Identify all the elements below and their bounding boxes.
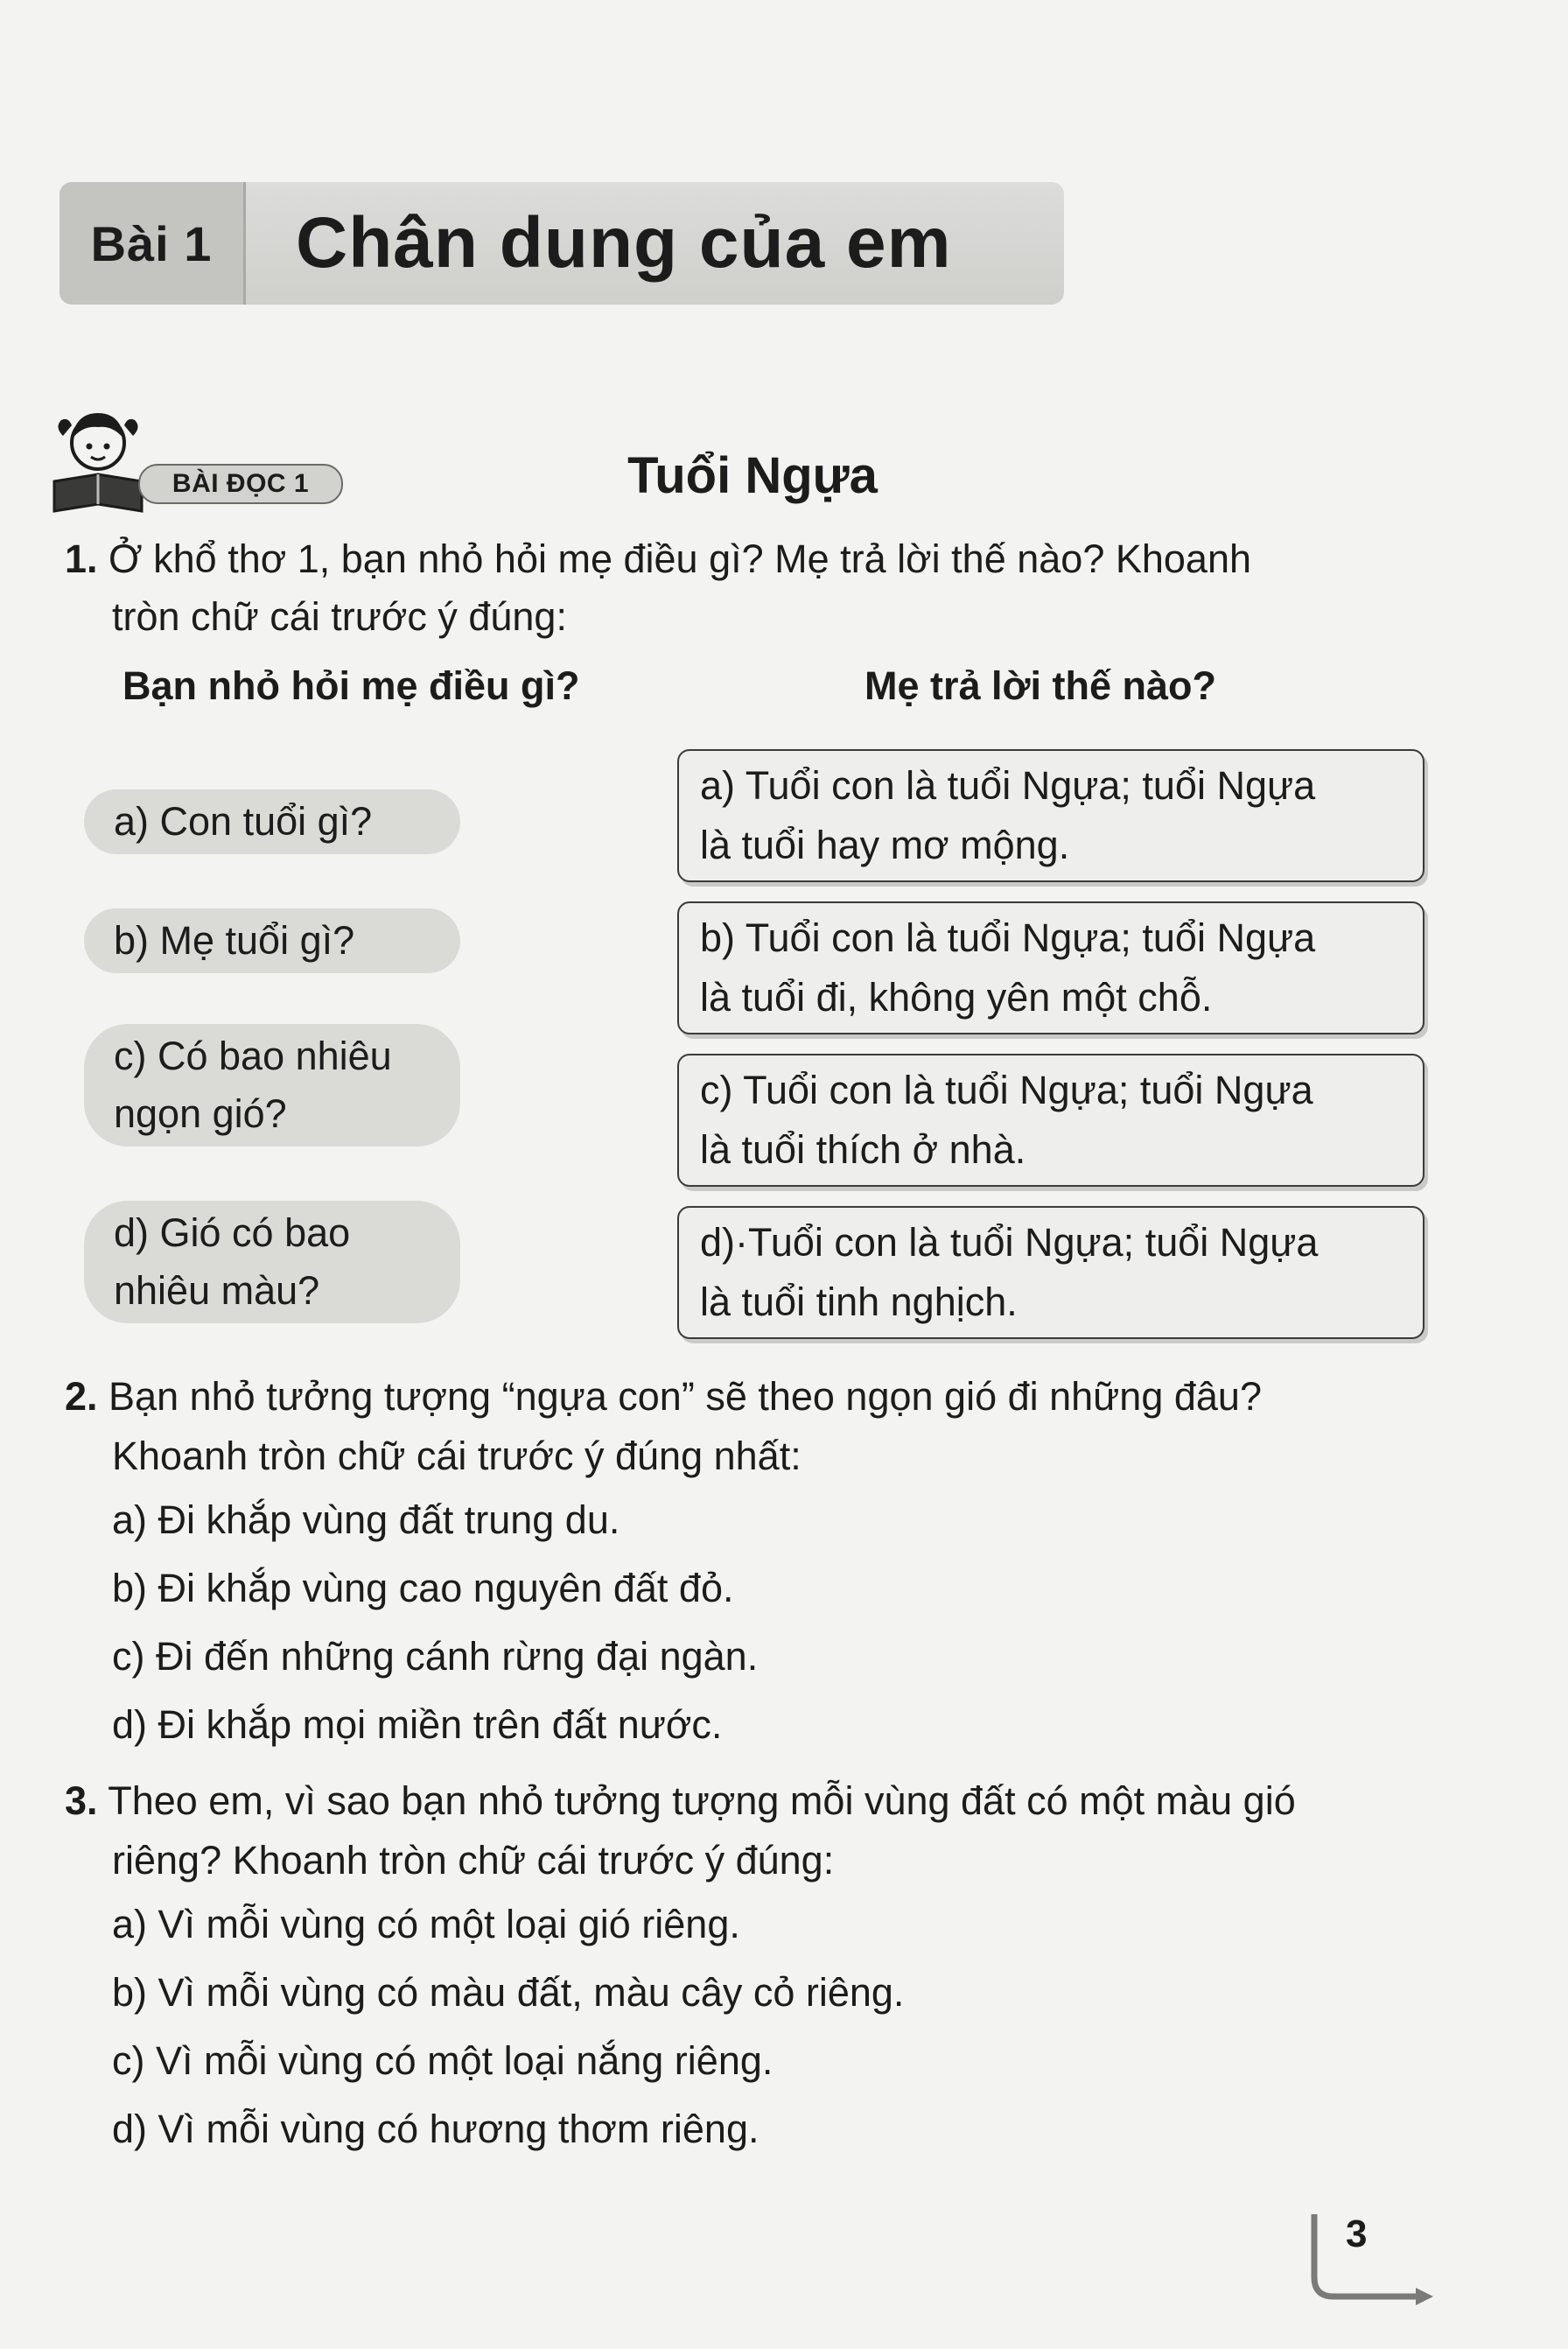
- question-3-text-line1: Theo em, vì sao bạn nhỏ tưởng tượng mỗi vùng đất có một màu gió: [108, 1778, 1296, 1823]
- question-1: [65, 530, 1465, 646]
- question-3-text-line2: riêng? Khoanh tròn chữ cái trước ý đúng:: [112, 1838, 835, 1883]
- right-option-d-text-line2: là tuổi tinh nghịch.: [700, 1280, 1018, 1324]
- question-2-number: 2.: [65, 1374, 98, 1419]
- right-option-d-text-line1: d)·Tuổi con là tuổi Ngựa; tuổi Ngựa: [700, 1220, 1319, 1265]
- left-option-b[interactable]: [84, 908, 460, 973]
- reading-label: BÀI ĐỌC 1: [138, 464, 343, 504]
- lesson-title: Chân dung của em: [296, 203, 952, 283]
- question-3-number: 3.: [65, 1778, 98, 1823]
- reading-girl-icon: [46, 401, 150, 523]
- left-option-d-text-line1: d) Gió có bao: [114, 1210, 351, 1255]
- right-option-a-text-line1: a) Tuổi con là tuổi Ngựa; tuổi Ngựa: [700, 763, 1316, 808]
- q2-option-c[interactable]: c) Đi đến những cánh rừng đại ngàn.: [112, 1634, 759, 1679]
- left-option-a-text: a) Con tuổi gì?: [114, 799, 373, 844]
- right-option-c[interactable]: [677, 1054, 1424, 1187]
- question-1-text-line1: Ở khổ thơ 1, bạn nhỏ hỏi mẹ điều gì? Mẹ trả lời thế nào? Khoanh: [108, 536, 1251, 581]
- left-option-c-text-line2: ngọn gió?: [114, 1091, 287, 1136]
- left-option-b-text: b) Mẹ tuổi gì?: [114, 918, 355, 963]
- left-option-a[interactable]: [84, 789, 460, 854]
- lesson-banner: [60, 182, 1064, 305]
- question-2-text-line1: Bạn nhỏ tưởng tượng “ngựa con” sẽ theo ngọn gió đi những đâu?: [108, 1374, 1262, 1419]
- left-column-header: Bạn nhỏ hỏi mẹ điều gì?: [122, 663, 580, 708]
- q3-option-a[interactable]: a) Vì mỗi vùng có một loại gió riêng.: [112, 1902, 740, 1946]
- page-number-corner: [1304, 2205, 1444, 2310]
- right-column-header: Mẹ trả lời thế nào?: [864, 663, 1217, 708]
- question-1-text-line2: tròn chữ cái trước ý đúng:: [112, 594, 567, 639]
- q3-option-d[interactable]: d) Vì mỗi vùng có hương thơm riêng.: [112, 2107, 760, 2151]
- q2-option-d[interactable]: d) Đi khắp mọi miền trên đất nước.: [112, 1702, 723, 1747]
- question-2-text-line2: Khoanh tròn chữ cái trước ý đúng nhất:: [112, 1434, 802, 1478]
- right-option-a-text-line2: là tuổi hay mơ mộng.: [700, 823, 1070, 867]
- right-option-b-text-line1: b) Tuổi con là tuổi Ngựa; tuổi Ngựa: [700, 915, 1316, 960]
- q3-option-c[interactable]: c) Vì mỗi vùng có một loại nắng riêng.: [112, 2038, 774, 2083]
- question-2: [65, 1367, 1500, 1759]
- right-option-d[interactable]: [677, 1206, 1424, 1339]
- question-1-number: 1.: [65, 536, 98, 581]
- lesson-number: Bài 1: [60, 182, 246, 305]
- right-option-c-text-line2: là tuổi thích ở nhà.: [700, 1127, 1026, 1172]
- question-3: [65, 1771, 1500, 2163]
- q3-option-b[interactable]: b) Vì mỗi vùng có màu đất, màu cây cỏ riêng.: [112, 1970, 905, 2015]
- page-number: 3: [1346, 2212, 1368, 2255]
- right-option-b[interactable]: [677, 901, 1424, 1034]
- right-option-a[interactable]: [677, 749, 1424, 882]
- q2-option-a[interactable]: a) Đi khắp vùng đất trung du.: [112, 1497, 620, 1542]
- page-corner-arrow-icon: [1304, 2205, 1444, 2310]
- q2-option-b[interactable]: b) Đi khắp vùng cao nguyên đất đỏ.: [112, 1566, 734, 1610]
- right-option-c-text-line1: c) Tuổi con là tuổi Ngựa; tuổi Ngựa: [700, 1068, 1313, 1112]
- reading-title: Tuổi Ngựa: [627, 447, 878, 504]
- right-option-b-text-line2: là tuổi đi, không yên một chỗ.: [700, 975, 1213, 1020]
- left-option-c-text-line1: c) Có bao nhiêu: [114, 1034, 392, 1078]
- left-option-c[interactable]: [84, 1024, 460, 1146]
- left-option-d-text-line2: nhiêu màu?: [114, 1268, 320, 1313]
- left-option-d[interactable]: [84, 1201, 460, 1323]
